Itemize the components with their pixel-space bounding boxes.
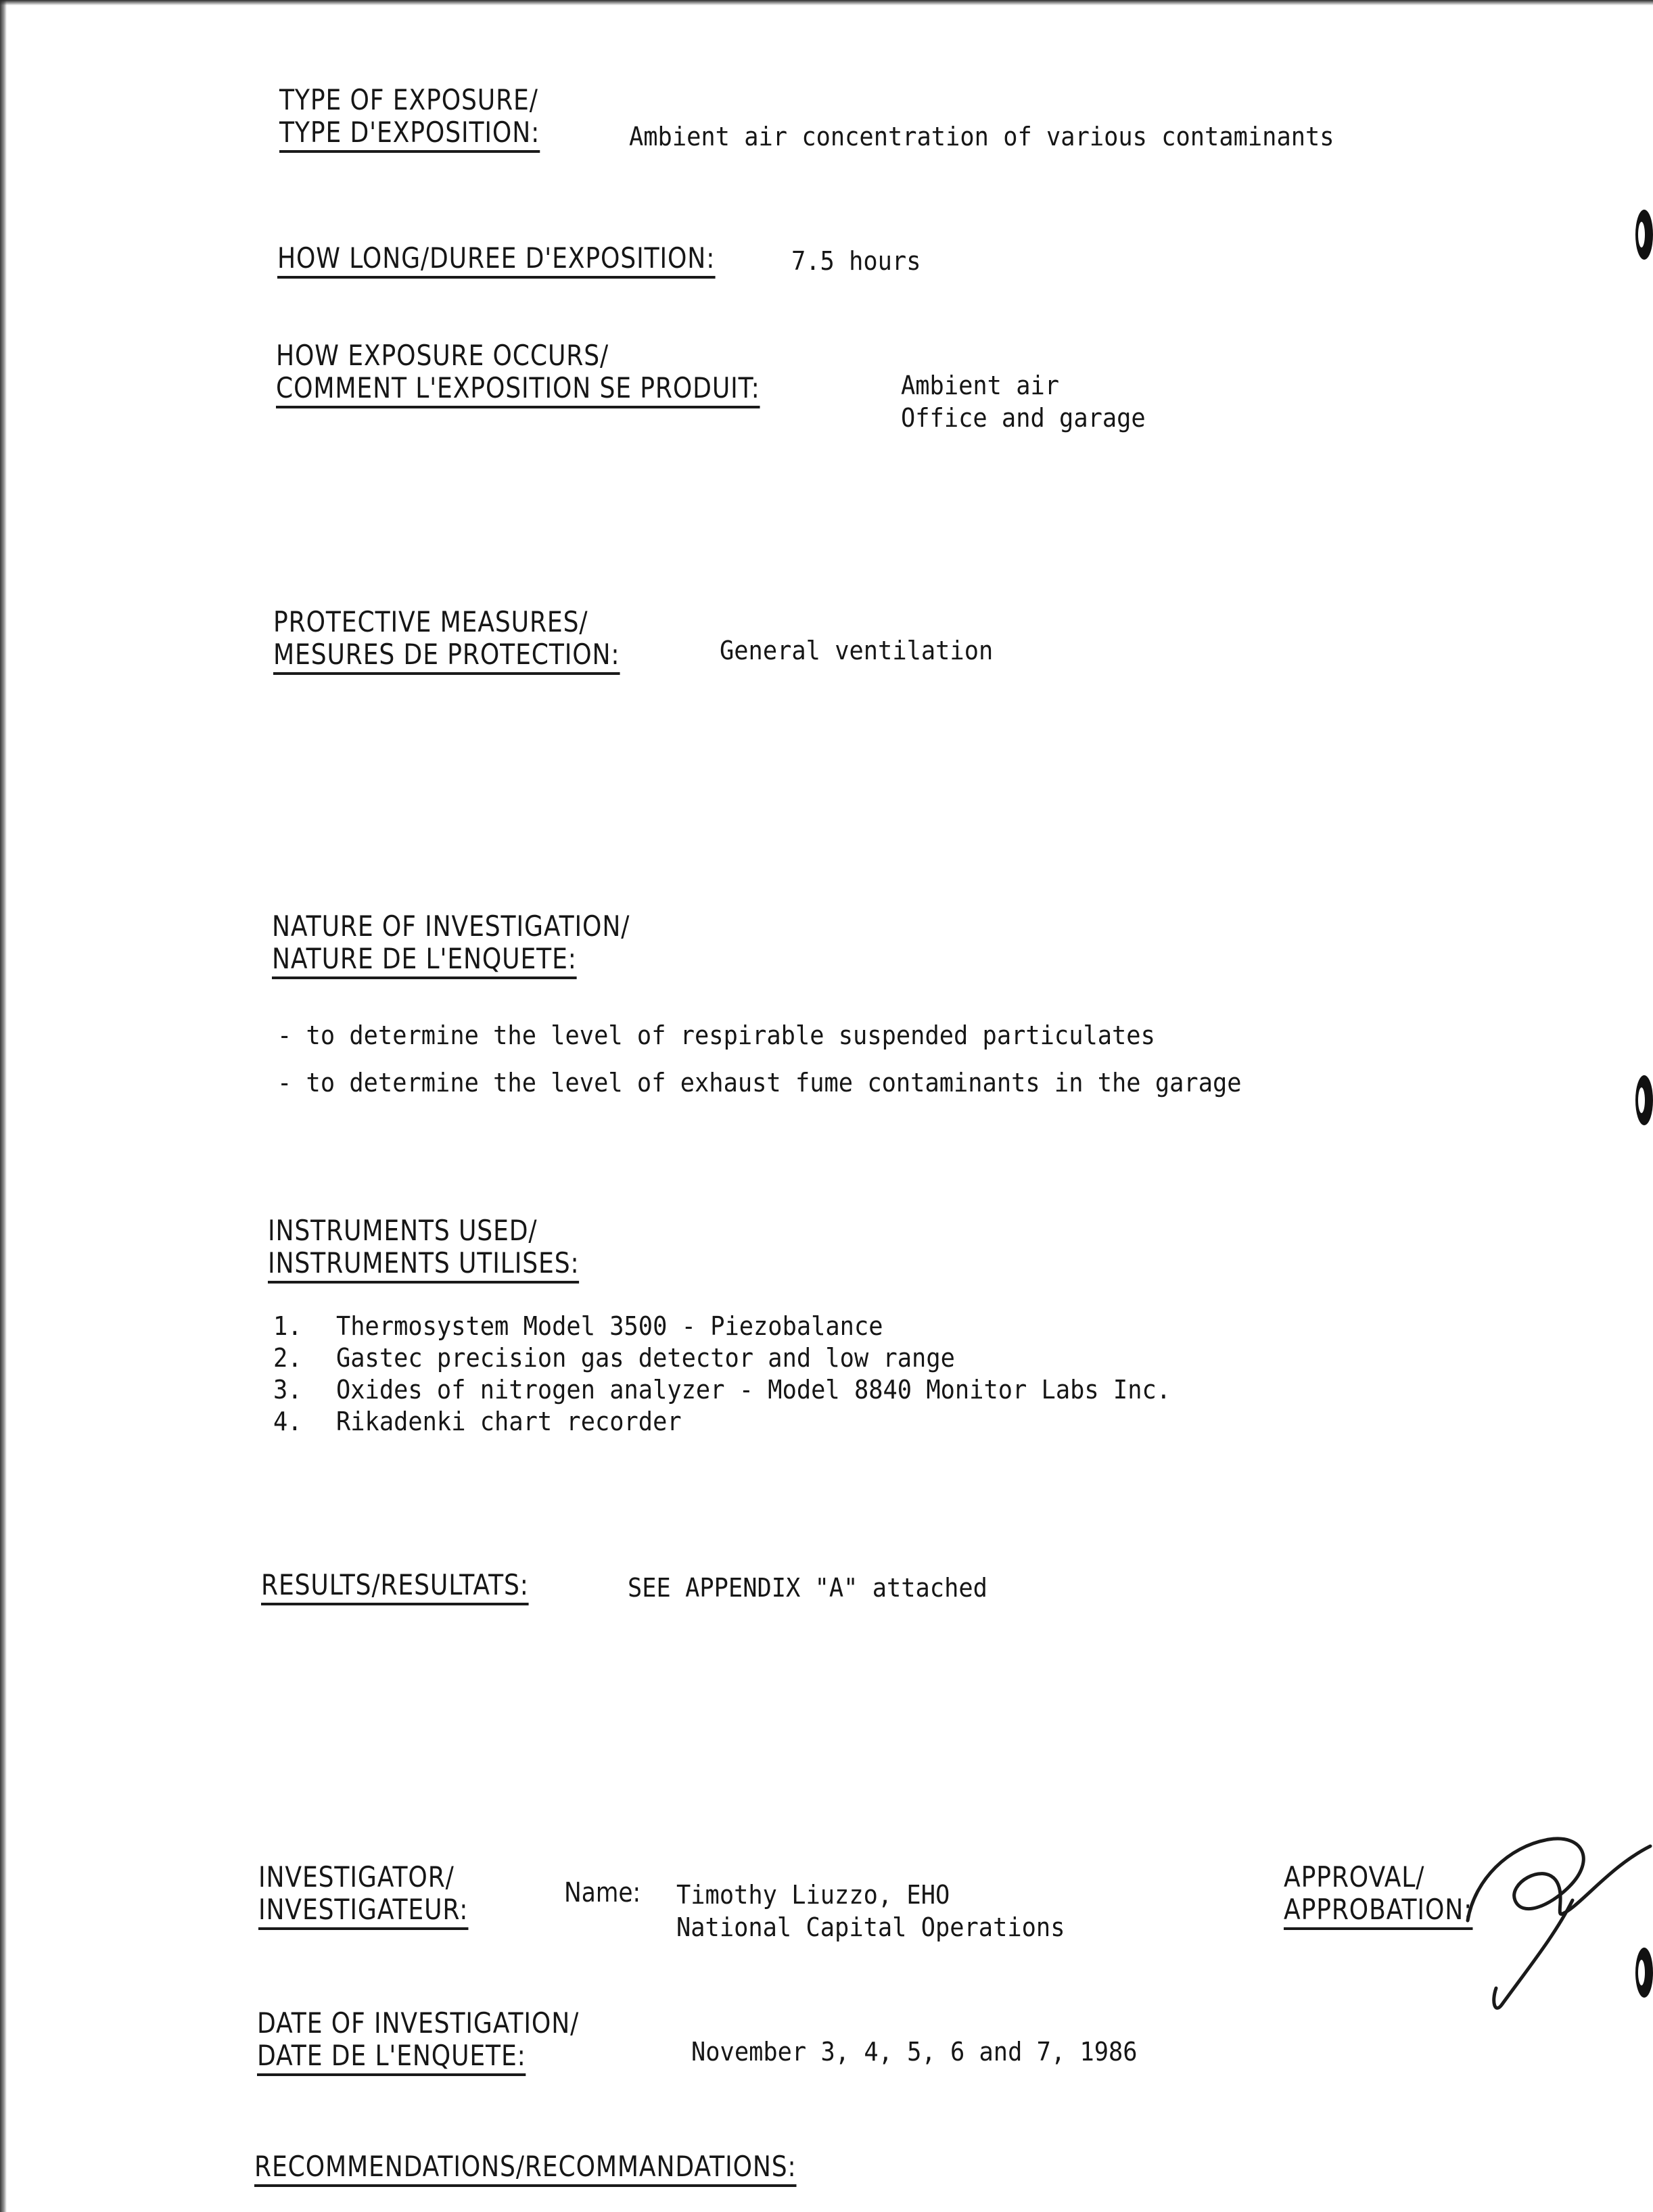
investigator-label [258, 1861, 468, 1930]
date-label [257, 2007, 579, 2076]
results-value: SEE APPENDIX "A" attached [628, 1573, 987, 1603]
punch-hole-middle [1635, 1075, 1653, 1125]
instrument-item: 1. Thermosystem Model 3500 - Piezobalance [273, 1311, 883, 1341]
how-occurs-label-fr: COMMENT L'EXPOSITION SE PRODUIT: [276, 372, 760, 408]
duration-label [277, 242, 715, 279]
scan-edge-top [0, 0, 1653, 5]
how-occurs-values [901, 369, 1146, 434]
nature-item-1: - to determine the level of respirable suspended particulates [277, 1020, 1155, 1050]
protective-measures-label-en: PROTECTIVE MEASURES/ [273, 605, 588, 638]
approval-label [1284, 1861, 1472, 1930]
date-label-en: DATE OF INVESTIGATION/ [257, 2006, 580, 2040]
protective-measures-label-fr: MESURES DE PROTECTION: [273, 638, 620, 675]
recommendations-label-text: RECOMMENDATIONS/RECOMMANDATIONS: [254, 2150, 797, 2187]
approval-label-fr: APPROBATION: [1284, 1893, 1472, 1930]
date-label-fr: DATE DE L'ENQUETE: [257, 2040, 526, 2076]
instruments-list [273, 1311, 1171, 1438]
how-occurs-label-en: HOW EXPOSURE OCCURS/ [276, 339, 609, 372]
date-value: November 3, 4, 5, 6 and 7, 1986 [691, 2037, 1138, 2067]
investigator-details [676, 1879, 1065, 1944]
instruments-label-en: INSTRUMENTS USED/ [268, 1214, 538, 1247]
approval-signature [1454, 1799, 1653, 2015]
recommendations-label [254, 2150, 797, 2187]
exposure-type-label-fr: TYPE D'EXPOSITION: [279, 116, 540, 153]
how-occurs-label [276, 339, 760, 408]
results-label-text: RESULTS/RESULTATS: [261, 1569, 529, 1605]
instrument-item: 2. Gastec precision gas detector and low range [273, 1343, 955, 1373]
results-label [261, 1569, 529, 1605]
duration-value: 7.5 hours [791, 246, 921, 276]
exposure-type-label [279, 84, 540, 153]
duration-label-text: HOW LONG/DUREE D'EXPOSITION: [277, 242, 715, 279]
investigator-name: Timothy Liuzzo, EHO [676, 1880, 950, 1910]
instruments-label [268, 1215, 580, 1284]
nature-label-fr: NATURE DE L'ENQUETE: [272, 943, 577, 979]
exposure-type-label-en: TYPE OF EXPOSURE/ [279, 83, 538, 116]
protective-measures-value: General ventilation [720, 636, 994, 665]
investigator-organization: National Capital Operations [676, 1912, 1065, 1942]
nature-item-2: - to determine the level of exhaust fume contaminants in the garage [277, 1068, 1242, 1098]
scan-edge-left [0, 0, 7, 2212]
investigator-name-label: Name: [564, 1877, 641, 1908]
exposure-type-value: Ambient air concentration of various contaminants [629, 122, 1334, 151]
nature-items [277, 1012, 1242, 1106]
instrument-item: 4. Rikadenki chart recorder [273, 1407, 682, 1436]
punch-hole-top [1635, 210, 1653, 260]
investigator-label-fr: INVESTIGATEUR: [258, 1893, 468, 1930]
nature-label [272, 910, 630, 979]
how-occurs-value-2: Office and garage [901, 403, 1146, 433]
instruments-label-fr: INSTRUMENTS UTILISES: [268, 1247, 580, 1284]
approval-label-en: APPROVAL/ [1284, 1860, 1425, 1893]
instrument-item: 3. Oxides of nitrogen analyzer - Model 8840 Monitor Labs Inc. [273, 1375, 1171, 1405]
how-occurs-value-1: Ambient air [901, 371, 1060, 400]
protective-measures-label [273, 606, 620, 675]
nature-label-en: NATURE OF INVESTIGATION/ [272, 910, 630, 943]
investigator-label-en: INVESTIGATOR/ [258, 1860, 455, 1893]
